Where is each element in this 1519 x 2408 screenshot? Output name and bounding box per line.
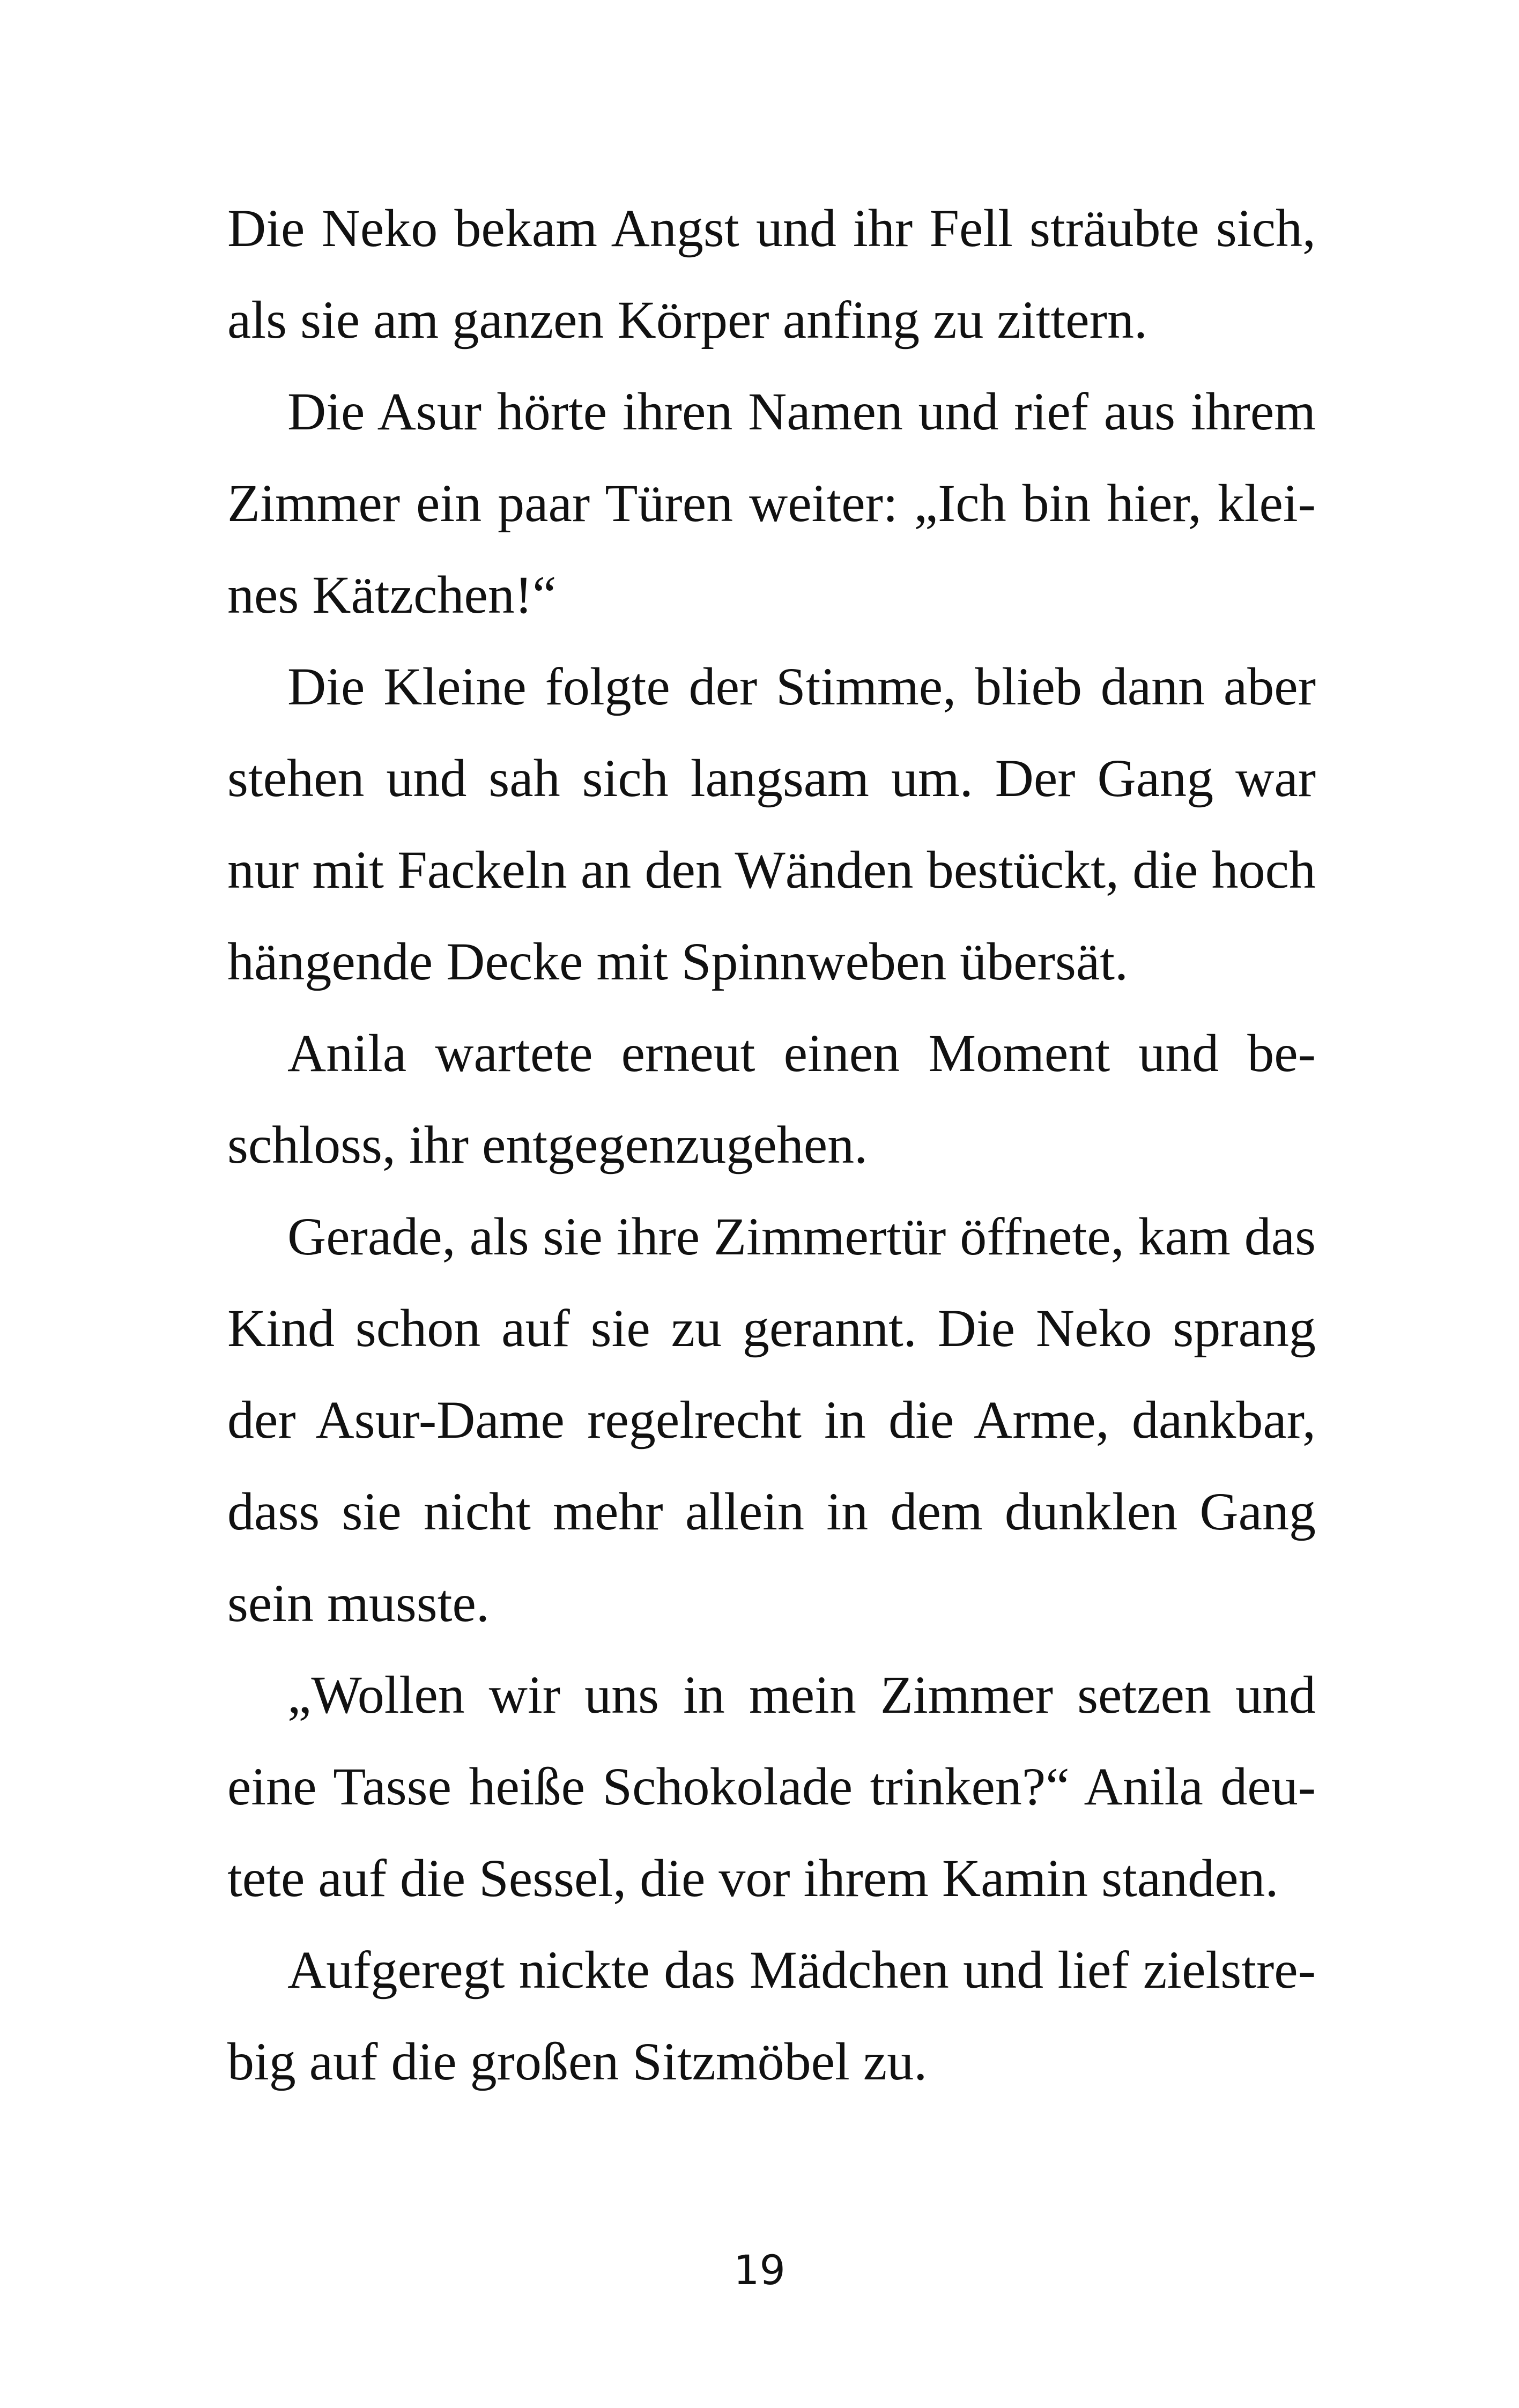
text-line: Kind schon auf sie zu gerannt. Die Neko sprang (227, 1298, 1316, 1358)
text-line: stehen und sah sich langsam um. Der Gang war (227, 748, 1316, 808)
text-line: big auf die großen Sitzmöbel zu. (227, 2032, 928, 2091)
text-line: Gerade, als sie ihre Zimmertür öffnete, kam das (287, 1207, 1316, 1266)
text-line: eine Tasse heiße Schokolade trinken?“ Anila deu- (227, 1757, 1316, 1816)
text-line: als sie am ganzen Körper anfing zu zittern. (227, 290, 1147, 350)
text-line: Aufgeregt nickte das Mädchen und lief zielstre- (287, 1940, 1316, 2000)
body-text (227, 182, 1316, 2107)
text-line: Zimmer ein paar Türen weiter: „Ich bin hier, klei- (227, 473, 1316, 533)
text-line: schloss, ihr entgegenzugehen. (227, 1115, 868, 1175)
page-number: 19 (733, 2246, 786, 2294)
text-line: Die Neko bekam Angst und ihr Fell sträubte sich, (227, 198, 1316, 258)
text-line: dass sie nicht mehr allein in dem dunklen Gang (227, 1482, 1316, 1541)
text-line: nes Kätzchen!“ (227, 565, 557, 625)
text-line: hängende Decke mit Spinnweben übersät. (227, 932, 1129, 991)
text-line: „Wollen wir uns in mein Zimmer setzen und (287, 1665, 1316, 1725)
text-line: Die Asur hörte ihren Namen und rief aus ihrem (287, 382, 1316, 441)
text-line: der Asur-Dame regelrecht in die Arme, dankbar, (227, 1390, 1316, 1450)
text-line: Anila wartete erneut einen Moment und be- (287, 1023, 1316, 1083)
text-line: nur mit Fackeln an den Wänden bestückt, die hoch (227, 840, 1316, 900)
text-line: tete auf die Sessel, die vor ihrem Kamin standen. (227, 1848, 1279, 1908)
text-line: sein musste. (227, 1573, 490, 1633)
text-line: Die Kleine folgte der Stimme, blieb dann aber (287, 657, 1316, 716)
